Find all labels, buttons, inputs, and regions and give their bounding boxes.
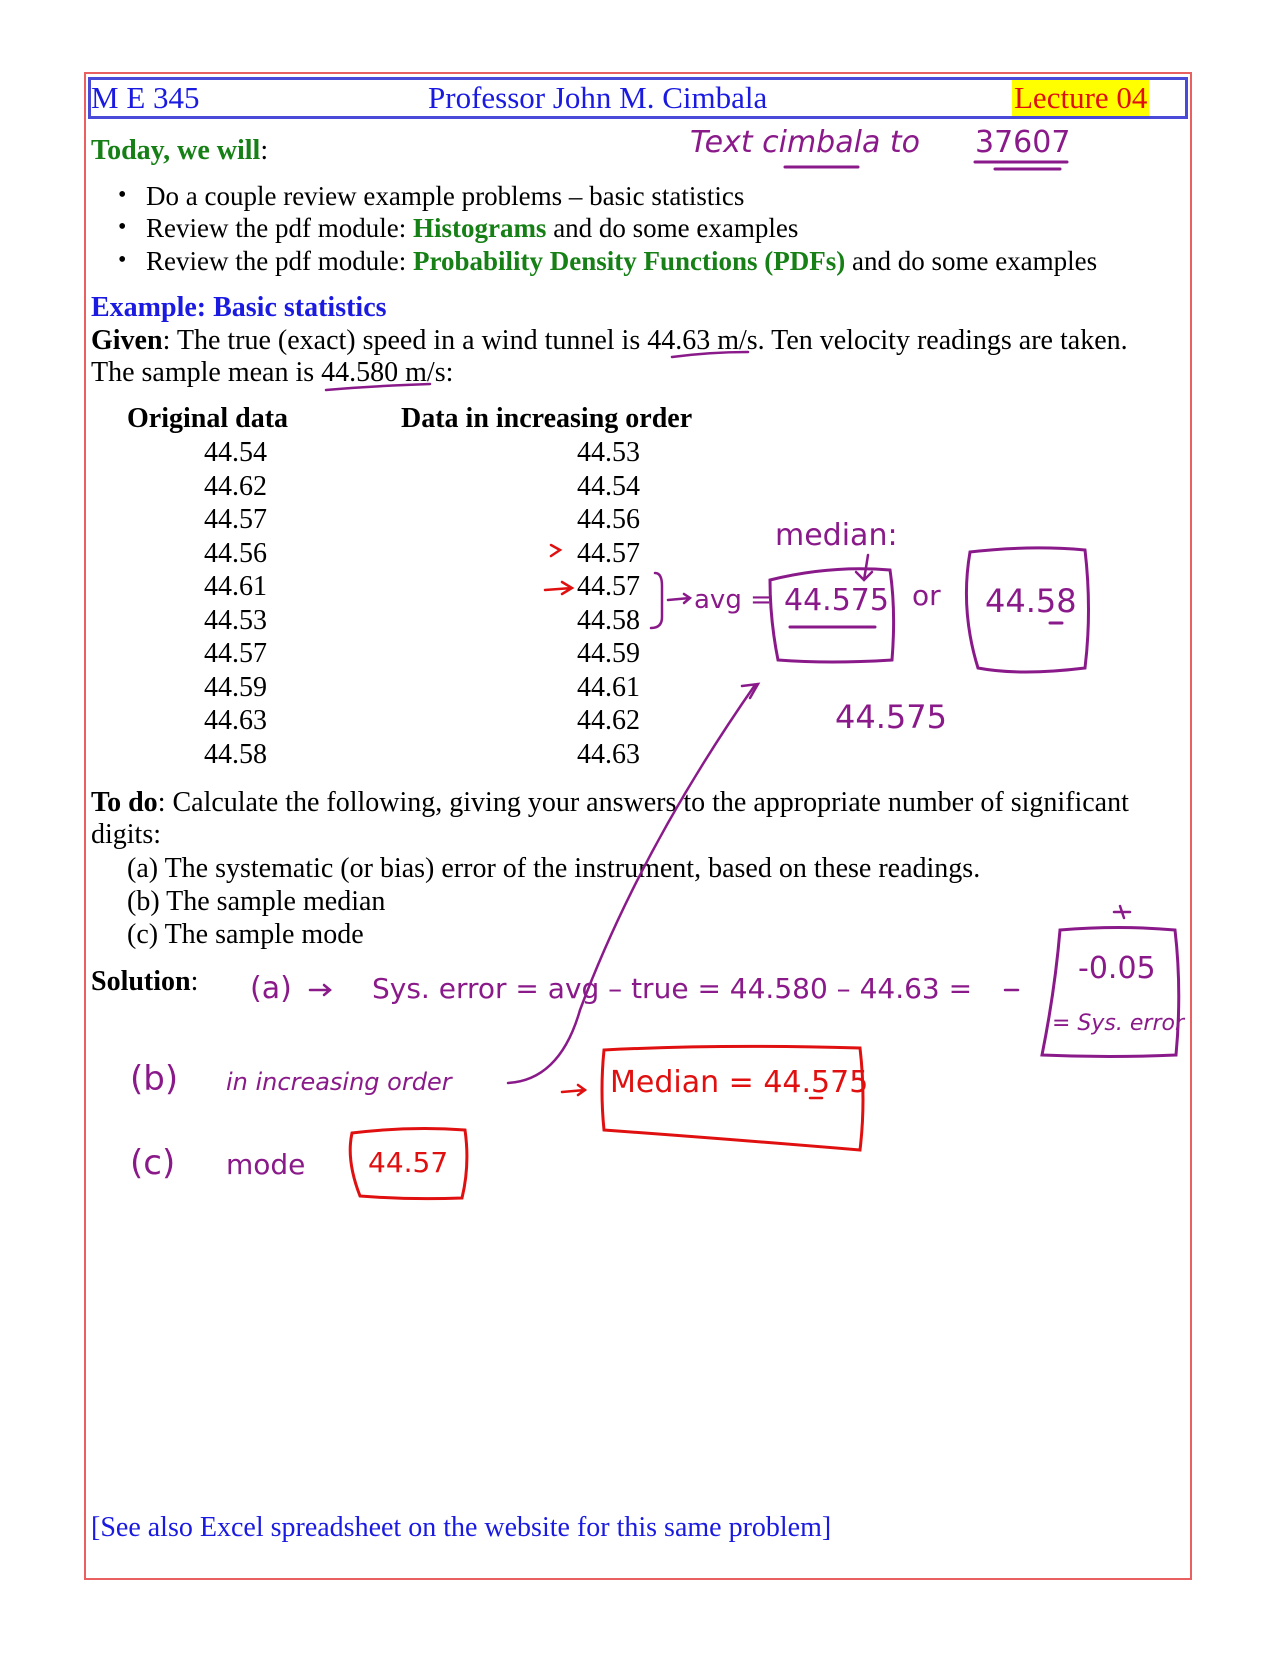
professor-name: Professor John M. Cimbala	[428, 80, 768, 115]
original-data-cell: 44.57	[204, 504, 267, 535]
hw-or: or	[912, 579, 941, 612]
hw-part-a-text: Sys. error = avg – true = 44.580 – 44.63 =	[372, 972, 973, 1005]
footer-note: [See also Excel spreadsheet on the website for this same problem]	[91, 1512, 832, 1543]
hw-median-result: Median = 44.575	[610, 1065, 869, 1100]
hw-part-c-text: mode	[226, 1148, 306, 1181]
original-data-cell: 44.58	[204, 738, 267, 770]
sorted-data-cell: 44.57	[577, 571, 640, 602]
sorted-data-cell: 44.54	[577, 470, 640, 502]
hw-rounded: 44.58	[985, 582, 1077, 620]
original-data-cell: 44.57	[204, 638, 267, 669]
original-data-cell: 44.63	[204, 705, 267, 736]
course-number: M E 345	[91, 80, 200, 115]
hw-part-b-text: in increasing order	[226, 1068, 452, 1096]
original-data-cell: 44.56	[204, 537, 267, 569]
lecture-number: Lecture 04	[1014, 80, 1148, 115]
solution-label: Solution:	[91, 966, 199, 997]
hw-part-a-label: (a)	[250, 971, 292, 1006]
bullet-icon: •	[118, 182, 127, 208]
sorted-data-cell: 44.59	[577, 638, 640, 669]
sorted-data-cell: 44.56	[577, 504, 640, 535]
hw-part-c-label: (c)	[130, 1143, 176, 1183]
given-line-1: Given: The true (exact) speed in a wind tunnel is 44.63 m/s. Ten velocity readings are taken.	[91, 325, 1128, 356]
original-data-cell: 44.62	[204, 470, 267, 502]
original-data-cell: 44.59	[204, 671, 267, 703]
original-data-cell: 44.54	[204, 437, 267, 468]
given-line-2: The sample mean is 44.580 m/s:	[91, 357, 454, 388]
part-b-question: (b) The sample median	[127, 886, 386, 917]
agenda-item: Do a couple review example problems – basic statistics	[146, 181, 745, 211]
sorted-data-header: Data in increasing order	[401, 403, 693, 434]
agenda-title: Today, we will:	[91, 135, 269, 166]
original-data-cell: 44.61	[204, 571, 267, 602]
hw-part-b-label: (b)	[130, 1059, 179, 1099]
hw-below-value: 44.575	[835, 698, 947, 736]
hw-part-a-note: = Sys. error	[1052, 1011, 1184, 1036]
sorted-data-cell: 44.57	[577, 537, 640, 569]
sorted-data-cell: 44.58	[577, 604, 640, 636]
todo-text: To do: Calculate the following, giving your answers to the appropriate number of significant digits:	[91, 787, 1129, 850]
sorted-data-cell: 44.63	[577, 738, 640, 770]
hw-text-cimbala: Text cimbala to	[690, 125, 920, 160]
bullet-icon: •	[118, 214, 127, 240]
hw-avg-value: 44.575	[784, 583, 889, 618]
sorted-data-cell: 44.61	[577, 671, 640, 703]
sorted-data-cell: 44.62	[577, 705, 640, 736]
hw-median-label: median:	[775, 518, 898, 553]
hw-mode-result: 44.57	[368, 1146, 449, 1179]
hw-avg-label: avg =	[694, 585, 772, 615]
bullet-icon: •	[118, 247, 127, 273]
original-data-cell: 44.53	[204, 604, 267, 636]
hw-code: 37607	[975, 125, 1071, 160]
example-title: Example: Basic statistics	[91, 292, 387, 323]
agenda-item: Review the pdf module: Probability Density Functions (PDFs) and do some examples	[146, 246, 1098, 276]
part-a-question: (a) The systematic (or bias) error of the instrument, based on these readings.	[127, 853, 981, 884]
sorted-data-cell: 44.53	[577, 437, 640, 468]
original-data-header: Original data	[127, 403, 289, 434]
agenda-item: Review the pdf module: Histograms and do some examples	[146, 213, 799, 243]
hw-part-a-result: -0.05	[1078, 951, 1156, 986]
part-c-question: (c) The sample mode	[127, 919, 364, 950]
